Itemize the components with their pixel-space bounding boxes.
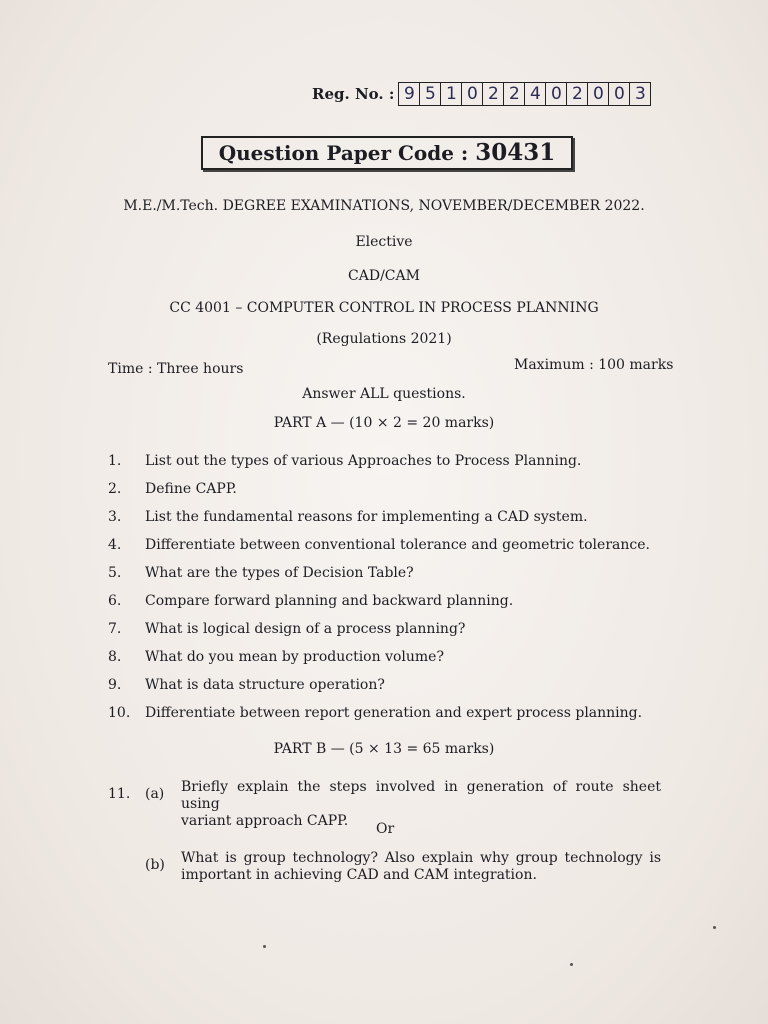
reg-digit: 1	[441, 83, 462, 105]
time: Time : Three hours	[108, 361, 244, 377]
reg-digit: 3	[634, 84, 646, 104]
question-11a	[181, 779, 661, 830]
question-number: 8.	[108, 649, 122, 665]
question-row	[108, 481, 237, 497]
sub-question-label: (b)	[145, 857, 165, 873]
sub-question-label: (a)	[145, 786, 165, 802]
reg-digit: 4	[525, 83, 546, 105]
question-11b	[181, 850, 661, 884]
question-11b-line: important in achieving CAD and CAM integration.	[181, 867, 537, 883]
reg-digit: 2	[567, 83, 588, 105]
part-a-title: PART A — (10 × 2 = 20 marks)	[273, 415, 495, 431]
question-text: Differentiate between conventional tolerance and geometric tolerance.	[145, 537, 650, 553]
reg-number	[312, 82, 651, 106]
question-row	[108, 705, 642, 721]
course-title: CC 4001 – COMPUTER CONTROL IN PROCESS PLANNING	[169, 300, 599, 316]
regulations: (Regulations 2021)	[316, 331, 452, 347]
question-number: 11.	[108, 786, 131, 802]
question-number: 6.	[108, 593, 122, 609]
stream: CAD/CAM	[348, 268, 420, 284]
question-11a-line: Briefly explain the steps involved in generation of route sheet using	[181, 779, 661, 812]
or-separator: Or	[376, 821, 395, 837]
speck	[570, 963, 573, 966]
question-row	[108, 565, 414, 581]
question-number: 10.	[108, 705, 131, 721]
question-row	[108, 537, 650, 553]
reg-digit: 2	[504, 83, 525, 105]
question-number: 1.	[108, 453, 122, 469]
question-text: What is logical design of a process planning?	[145, 621, 466, 637]
max-marks: Maximum : 100 marks	[514, 357, 674, 373]
qp-code-label: Question Paper Code :	[218, 141, 469, 165]
exam-title: M.E./M.Tech. DEGREE EXAMINATIONS, NOVEMBER/DECEMBER 2022.	[123, 198, 645, 214]
speck	[263, 945, 266, 948]
reg-digit-boxes	[398, 82, 651, 106]
speck	[713, 926, 716, 929]
question-number: 5.	[108, 565, 122, 581]
question-row	[108, 453, 581, 469]
question-number: 4.	[108, 537, 122, 553]
question-text: List the fundamental reasons for implementing a CAD system.	[145, 509, 588, 525]
question-text: Define CAPP.	[145, 481, 237, 497]
question-text: What do you mean by production volume?	[145, 649, 444, 665]
question-row	[108, 677, 385, 693]
question-text: Compare forward planning and backward planning.	[145, 593, 514, 609]
question-text: What is data structure operation?	[145, 677, 385, 693]
reg-digit: 0	[462, 83, 483, 105]
question-number: 2.	[108, 481, 122, 497]
category: Elective	[355, 234, 413, 250]
question-text: List out the types of various Approaches to Process Planning.	[145, 453, 582, 469]
question-paper-code	[201, 136, 573, 170]
question-row	[108, 649, 444, 665]
reg-digit: 2	[483, 83, 504, 105]
question-row	[108, 621, 465, 637]
question-number: 7.	[108, 621, 122, 637]
question-row	[108, 593, 513, 609]
reg-digit: 5	[420, 83, 441, 105]
part-b-title: PART B — (5 × 13 = 65 marks)	[273, 741, 495, 757]
question-number: 9.	[108, 677, 122, 693]
question-text: What are the types of Decision Table?	[145, 565, 414, 581]
question-11b-line: What is group technology? Also explain why group technology is	[181, 850, 661, 866]
question-text: Differentiate between report generation and expert process planning.	[145, 705, 643, 721]
question-11a-line: variant approach CAPP.	[181, 813, 349, 829]
instruction: Answer ALL questions.	[302, 386, 466, 402]
reg-digit: 9	[399, 83, 420, 105]
reg-digit: 0	[588, 83, 609, 105]
qp-code-number: 30431	[475, 139, 556, 166]
reg-digit: 0	[609, 83, 630, 105]
question-row	[108, 509, 588, 525]
question-number: 3.	[108, 509, 122, 525]
reg-label: Reg. No. :	[312, 85, 395, 103]
reg-digit: 0	[546, 83, 567, 105]
